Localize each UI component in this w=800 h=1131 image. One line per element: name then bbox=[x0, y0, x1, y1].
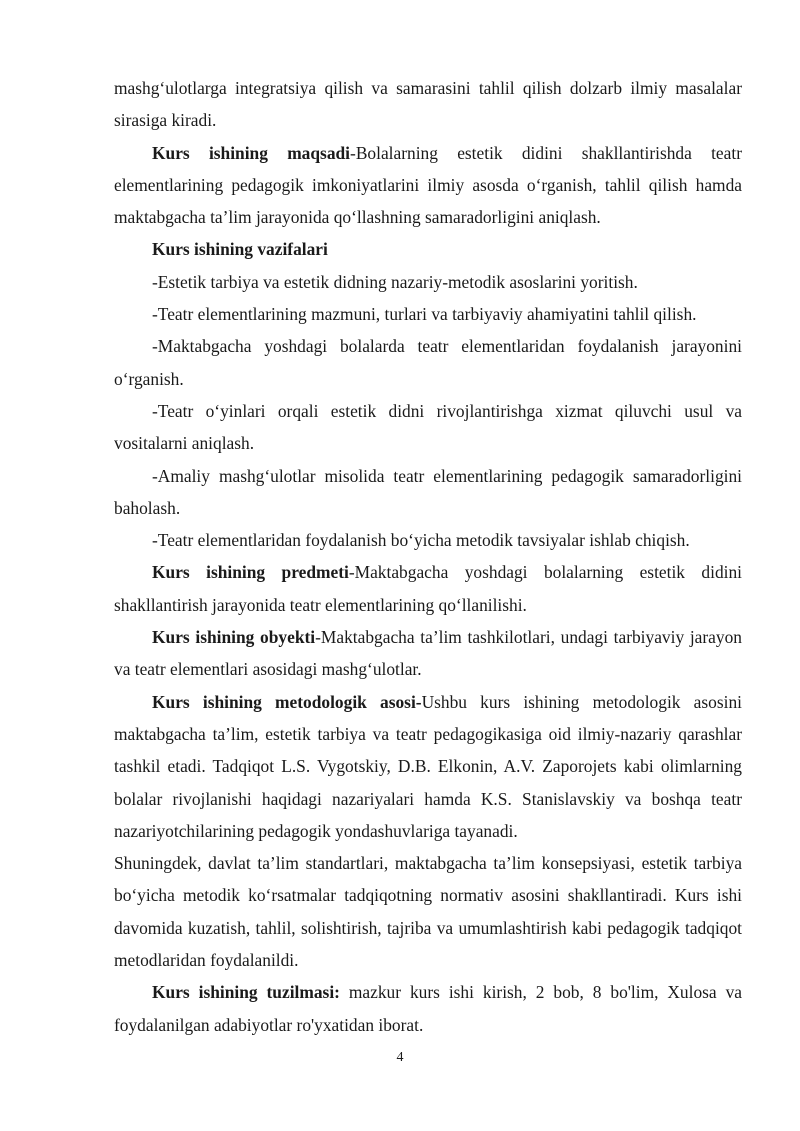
purpose-text: -Bolalarning estetik didini shakllantirishda teatr elementlarining pedagogik imkoniyatlarini ilmiy asosda o‘rganish, tahlil qilish hamda maktabgacha ta’lim jarayonida qo‘llashning samaradorligini aniqlash. bbox=[114, 142, 742, 228]
purpose-label: Kurs ishining maqsadi bbox=[152, 142, 351, 163]
task-item: -Teatr elementlaridan foydalanish bo‘yicha metodik tavsiyalar ishlab chiqish. bbox=[152, 530, 690, 551]
methodology-text: Ushbu kurs ishining metodologik asosini maktabgacha ta’lim, estetik tarbiya va teatr pedagogikasiga oid ilmiy-nazariy qarashlar tashkil etadi. Tadqiqot L.S. Vygotskiy, D.B. Elkonin, A.V. Zaporojets kabi olimlarning bolalar rivojlanishi haqidagi nazariyalari hamda K.S. Stanislavskiy va boshqa teatr nazariyotchilarining pedagogik yondashuvlariga tayanadi. bbox=[114, 691, 742, 841]
subject-label: Kurs ishining predmeti bbox=[152, 562, 349, 583]
task-item: -Maktabgacha yoshdagi bolalarda teatr elementlaridan foydalanish jarayonini o‘rganish. bbox=[114, 336, 742, 389]
structure-paragraph bbox=[114, 976, 742, 1041]
task-item: -Amaliy mashg‘ulotlar misolida teatr elementlarining pedagogik samaradorligini baholash. bbox=[114, 465, 742, 518]
task-item: -Teatr elementlarining mazmuni, turlari va tarbiyaviy ahamiyatini tahlil qilish. bbox=[152, 304, 697, 325]
task-item: -Estetik tarbiya va estetik didning nazariy-metodik asoslarini yoritish. bbox=[152, 271, 638, 292]
task-item: -Teatr o‘yinlari orqali estetik didni rivojlantirishga xizmat qiluvchi usul va vositalarni aniqlash. bbox=[114, 400, 742, 454]
methodology-paragraph bbox=[114, 686, 742, 847]
purpose-paragraph bbox=[114, 137, 742, 234]
structure-label: Kurs ishining tuzilmasi: bbox=[152, 982, 340, 1003]
object-label: Kurs ishining obyekti bbox=[152, 627, 316, 648]
subject-text: -Maktabgacha yoshdagi bolalarning estetik didini shakllantirish jarayonida teatr elementlarining qo‘llanilishi. bbox=[114, 562, 742, 615]
object-paragraph bbox=[114, 621, 742, 686]
intro-paragraph: mashg‘ulotlarga integratsiya qilish va samarasini tahlil qilish dolzarb ilmiy masalalar sirasiga kiradi. bbox=[114, 78, 742, 131]
page-number: 4 bbox=[396, 1050, 404, 1065]
tasks-heading: Kurs ishining vazifalari bbox=[152, 239, 328, 260]
subject-paragraph bbox=[114, 556, 742, 621]
structure-text: mazkur kurs ishi kirish, 2 bob, 8 bo'lim, Xulosa va foydalanilgan adabiyotlar ro'yxatidan iborat. bbox=[114, 982, 742, 1035]
object-text: -Maktabgacha ta’lim tashkilotlari, undagi tarbiyaviy jarayon va teatr elementlari asosidagi mashg‘ulotlar. bbox=[114, 627, 742, 680]
document-page bbox=[114, 72, 742, 1041]
methodology-continuation: Shuningdek, davlat ta’lim standartlari, maktabgacha ta’lim konsepsiyasi, estetik tarbiya bo‘yicha metodik ko‘rsatmalar tadqiqotning normativ asosini shakllantiradi. Kurs ishi davomida kuzatish, tahlil, solishtirish, tajriba va umumlashtirish kabi pedagogik tadqiqot metodlaridan foydalanildi. bbox=[114, 853, 742, 971]
methodology-label: Kurs ishining metodologik asosi- bbox=[152, 691, 422, 712]
